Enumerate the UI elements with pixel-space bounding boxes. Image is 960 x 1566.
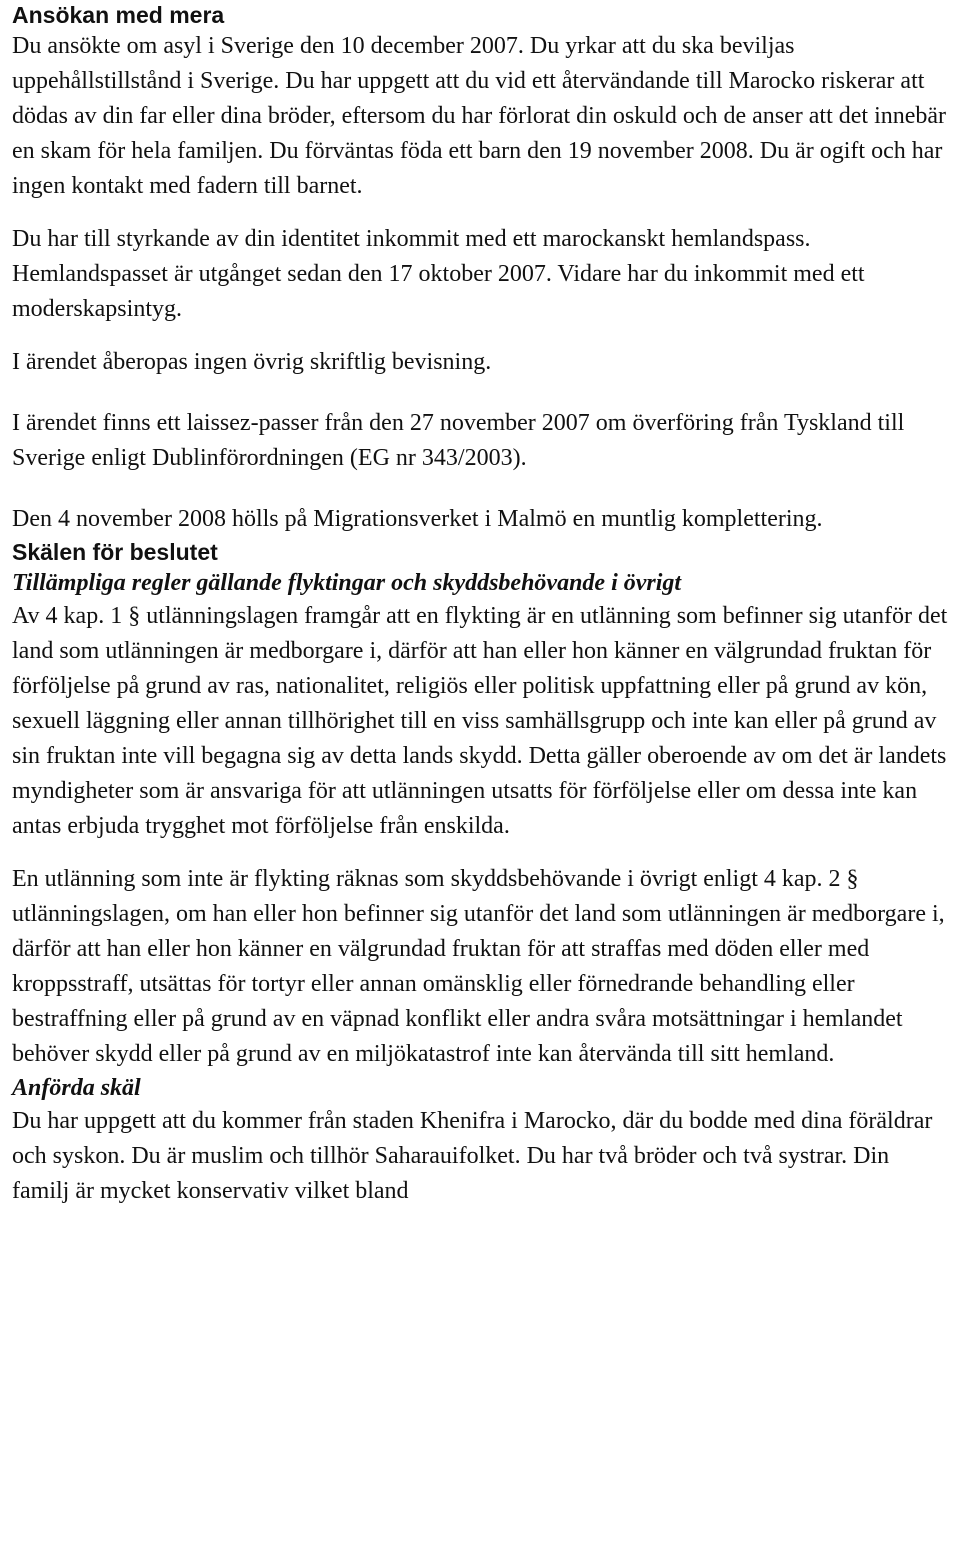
paragraph-laissez-passer: I ärendet finns ett laissez-passer från den 27 november 2007 om överföring från Tyskland till Sverige enligt Dublinförordningen (EG nr 343/2003). xyxy=(12,410,905,471)
subheading-stated-reasons: Anförda skäl xyxy=(12,1075,141,1101)
paragraph-protection-need: En utlänning som inte är flykting räknas som skyddsbehövande i övrigt enligt 4 kap. 2 § utlänningslagen, om han eller hon befinner sig utanför det land som utlänningen är medborgare i, därför att han eller hon känner en välgrundad fruktan för att straffas med döden eller med kroppsstraff, utsättas för tortyr eller annan omänsklig eller förnedrande behandling eller bestraffning eller på grund av en väpnad konflikt eller andra svåra motsättningar i hemlandet behöver skydd eller på grund av en miljökatastrof inte kan återvända till sitt hemland. xyxy=(12,866,945,1067)
paragraph-no-other-evidence: I ärendet åberopas ingen övrig skriftlig bevisning. xyxy=(12,349,492,375)
section-heading-skalen: Skälen för beslutet xyxy=(12,539,218,565)
paragraph-background: Du har uppgett att du kommer från staden Khenifra i Marocko, där du bodde med dina föräldrar och syskon. Du är muslim och tillhör Saharauifolket. Du har två bröder och två systrar. Din familj är mycket konservativ vilket bland xyxy=(12,1108,933,1204)
paragraph-refugee-definition: Av 4 kap. 1 § utlänningslagen framgår att en flykting är en utlänning som befinner sig utanför det land som utlänningen är medborgare i, därför att han eller hon känner en välgrundad fruktan för förföljelse på grund av ras, nationalitet, religiös eller politisk uppfattning eller på grund av kön, sexuell läggning eller annan tillhörighet till en viss samhällsgrupp och inte kan eller på grund av sin fruktan inte vill begagna sig av detta lands skydd. Detta gäller oberoende av om det är landets myndigheter som är ansvariga för att utlänningen utsatts för förföljelse eller om dessa inte kan antas erbjuda trygghet mot förföljelse från enskilda. xyxy=(12,603,948,839)
paragraph-identity-documents: Du har till styrkande av din identitet inkommit med ett marockanskt hemlandspass. Hemlandspasset är utgånget sedan den 17 oktober 2007. Vidare har du inkommit med ett moderskapsintyg. xyxy=(12,226,865,322)
paragraph-asylum-application: Du ansökte om asyl i Sverige den 10 december 2007. Du yrkar att du ska beviljas uppehållstillstånd i Sverige. Du har uppgett att du vid ett återvändande till Marocko riskerar att dödas av din far eller dina bröder, eftersom du har förlorat din oskuld och de anser att det innebär en skam för hela familjen. Du förväntas föda ett barn den 19 november 2008. Du är ogift och har ingen kontakt med fadern till barnet. xyxy=(12,33,947,199)
paragraph-oral-complement: Den 4 november 2008 hölls på Migrationsverket i Malmö en muntlig komplettering. xyxy=(12,506,823,532)
section-heading-ansokan: Ansökan med mera xyxy=(12,2,225,28)
document-page xyxy=(12,0,952,1209)
subheading-applicable-rules: Tillämpliga regler gällande flyktingar och skyddsbehövande i övrigt xyxy=(12,570,682,596)
